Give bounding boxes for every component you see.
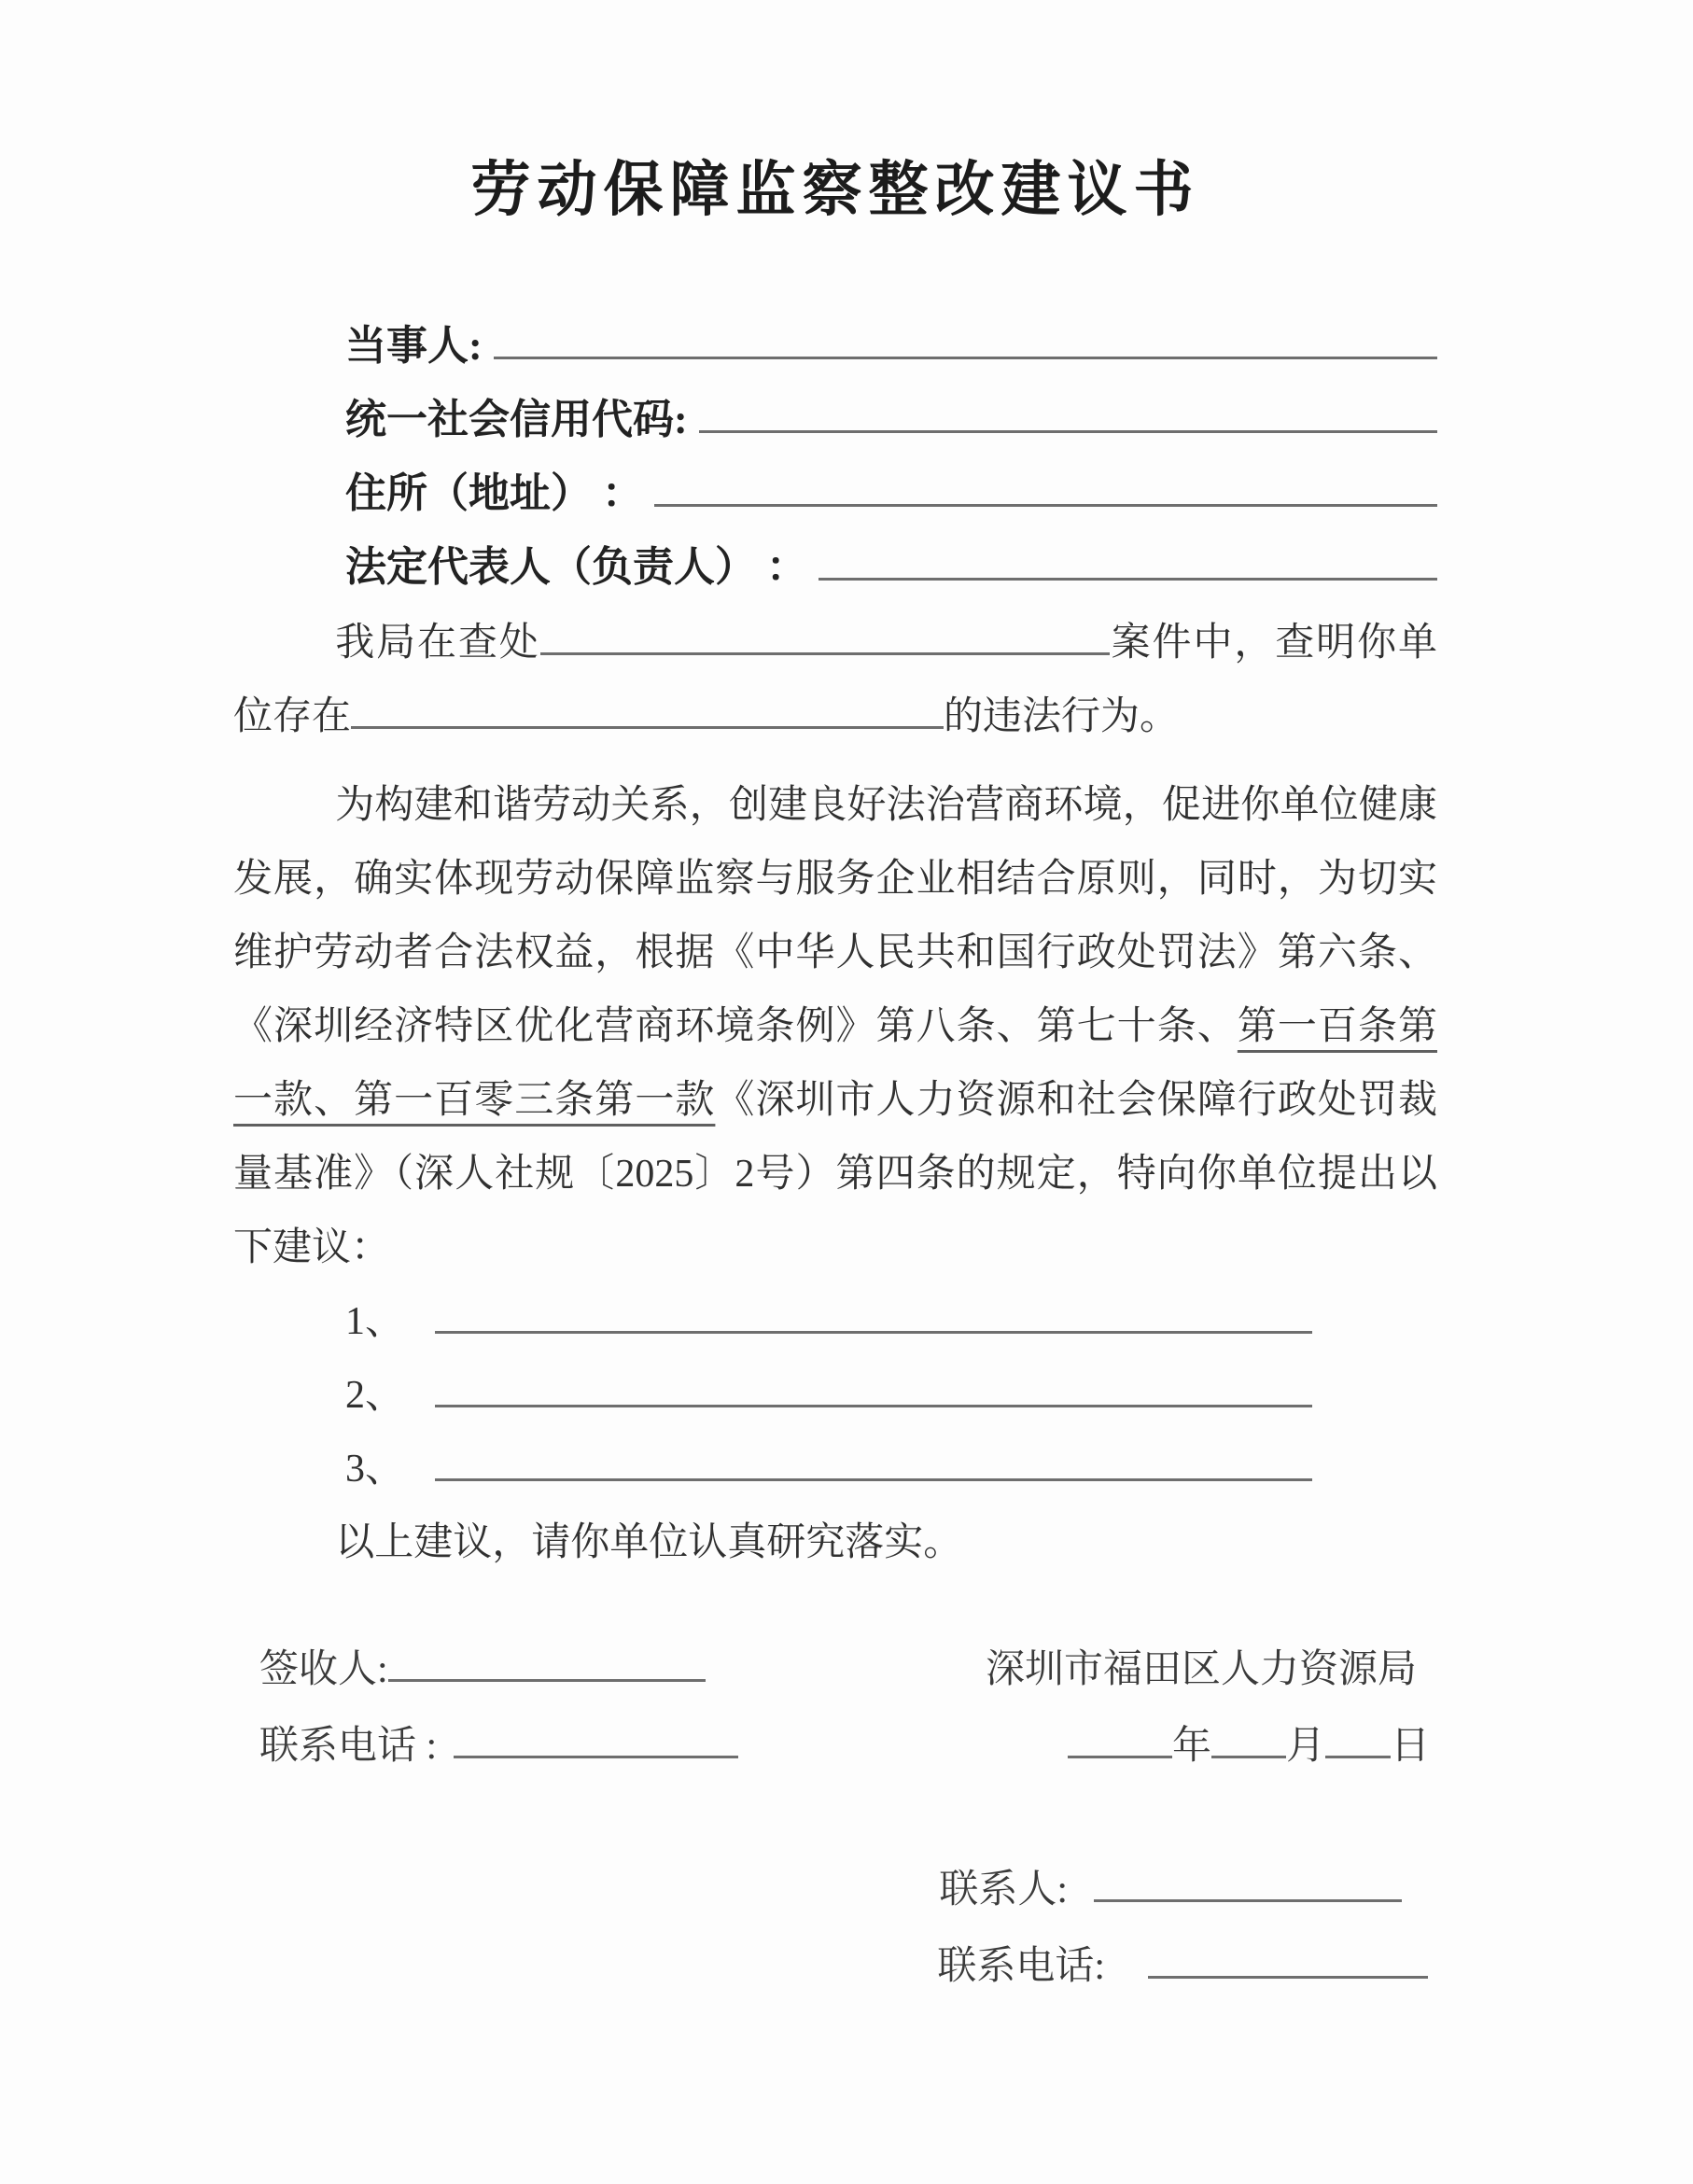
case-name-blank-line	[540, 621, 1110, 655]
signature-row-recipient	[233, 1638, 1437, 1715]
legal-basis-paragraph	[233, 769, 1437, 1285]
closing-statement: 以上建议，请你单位认真研究落实。	[335, 1521, 963, 1564]
case-paragraph-suffix: 的违法行为。	[944, 695, 1180, 738]
contact-phone-blank-line	[1148, 1944, 1428, 1979]
suggestion-blank-line-3	[435, 1447, 1312, 1481]
contact-phone-row	[233, 1935, 1437, 2011]
spacer	[233, 1791, 1437, 1858]
suggestion-blank-line-1	[435, 1299, 1312, 1334]
credit-code-label: 统一社会信用代码:	[345, 397, 688, 442]
contact-person-blank-line	[1094, 1868, 1402, 1902]
credit-code-blank-line	[699, 389, 1437, 433]
signature-block	[233, 1638, 1437, 2011]
suggestion-blank-line-2	[435, 1373, 1312, 1407]
date-month-label: 月	[1285, 1725, 1325, 1768]
recipient-phone-label: 联系电话 :	[259, 1725, 438, 1768]
suggestion-number-3: 3、	[345, 1448, 405, 1491]
date-month-blank	[1211, 1724, 1286, 1758]
case-paragraph-middle: 案件中，查明你单位存在	[233, 622, 1437, 738]
case-paragraph-prefix: 我局在查处	[335, 622, 540, 665]
date-day-blank	[1325, 1724, 1391, 1758]
contact-phone-field	[937, 1935, 1428, 1991]
suggestion-item-2	[345, 1359, 1437, 1433]
contact-person-row	[233, 1858, 1437, 1935]
recipient-phone-field	[259, 1715, 738, 1771]
party-label: 当事人:	[345, 323, 483, 369]
field-row-legal-representative	[345, 533, 1437, 607]
date-day-label: 日	[1390, 1725, 1430, 1768]
legal-basis-text-2: 《深圳市人力资源和社会保障行政处罚裁量基准》（深人社规〔2025〕2号）第四条的规定，特向你单位提出以下建议：	[233, 1079, 1437, 1269]
suggestions-list	[233, 1285, 1437, 1506]
legal-basis-underlined-clauses: 第一百条第一款、第一百零三条第一款	[233, 1005, 1437, 1122]
party-blank-line	[494, 315, 1437, 359]
case-paragraph	[233, 607, 1437, 754]
contact-phone-label: 联系电话:	[937, 1945, 1105, 1988]
legal-basis-text-1: 为构建和谐劳动关系，创建良好法治营商环境，促进你单位健康发展，确实体现劳动保障监察与服务企业相结合原则，同时，为切实维护劳动者合法权益，根据《中华人民共和国行政处罚法》第六条、《深圳经济特区优化营商环境条例》第八条、第七十条、	[233, 784, 1437, 1048]
suggestion-number-1: 1、	[345, 1300, 405, 1343]
suggestion-number-2: 2、	[345, 1374, 405, 1417]
date-field	[1068, 1715, 1430, 1771]
violation-blank-line	[351, 694, 944, 729]
page-title: 劳动保障监察整改建议书	[470, 157, 1200, 223]
document-content	[233, 0, 1437, 2011]
field-row-credit-code	[345, 385, 1437, 459]
recipient-phone-blank-line	[454, 1724, 738, 1758]
legal-representative-label: 法定代表人（负责人） ：	[345, 544, 807, 590]
legal-representative-blank-line	[819, 537, 1437, 581]
field-row-address	[345, 459, 1437, 533]
field-row-party	[345, 312, 1437, 385]
address-blank-line	[654, 463, 1437, 507]
address-label: 住所（地址） ：	[345, 470, 643, 516]
date-year-blank	[1068, 1724, 1172, 1758]
contact-person-field	[939, 1858, 1402, 1914]
signature-row-phone-date	[233, 1715, 1437, 1791]
date-year-label: 年	[1171, 1725, 1211, 1768]
party-info-fields	[233, 312, 1437, 607]
contact-person-label: 联系人:	[939, 1869, 1068, 1911]
suggestion-item-3	[345, 1433, 1437, 1506]
issuing-authority: 深圳市福田区人力资源局	[985, 1648, 1417, 1691]
suggestion-item-1	[345, 1285, 1437, 1359]
recipient-field	[259, 1638, 706, 1694]
recipient-label: 签收人:	[259, 1648, 388, 1691]
recipient-blank-line	[388, 1647, 706, 1682]
